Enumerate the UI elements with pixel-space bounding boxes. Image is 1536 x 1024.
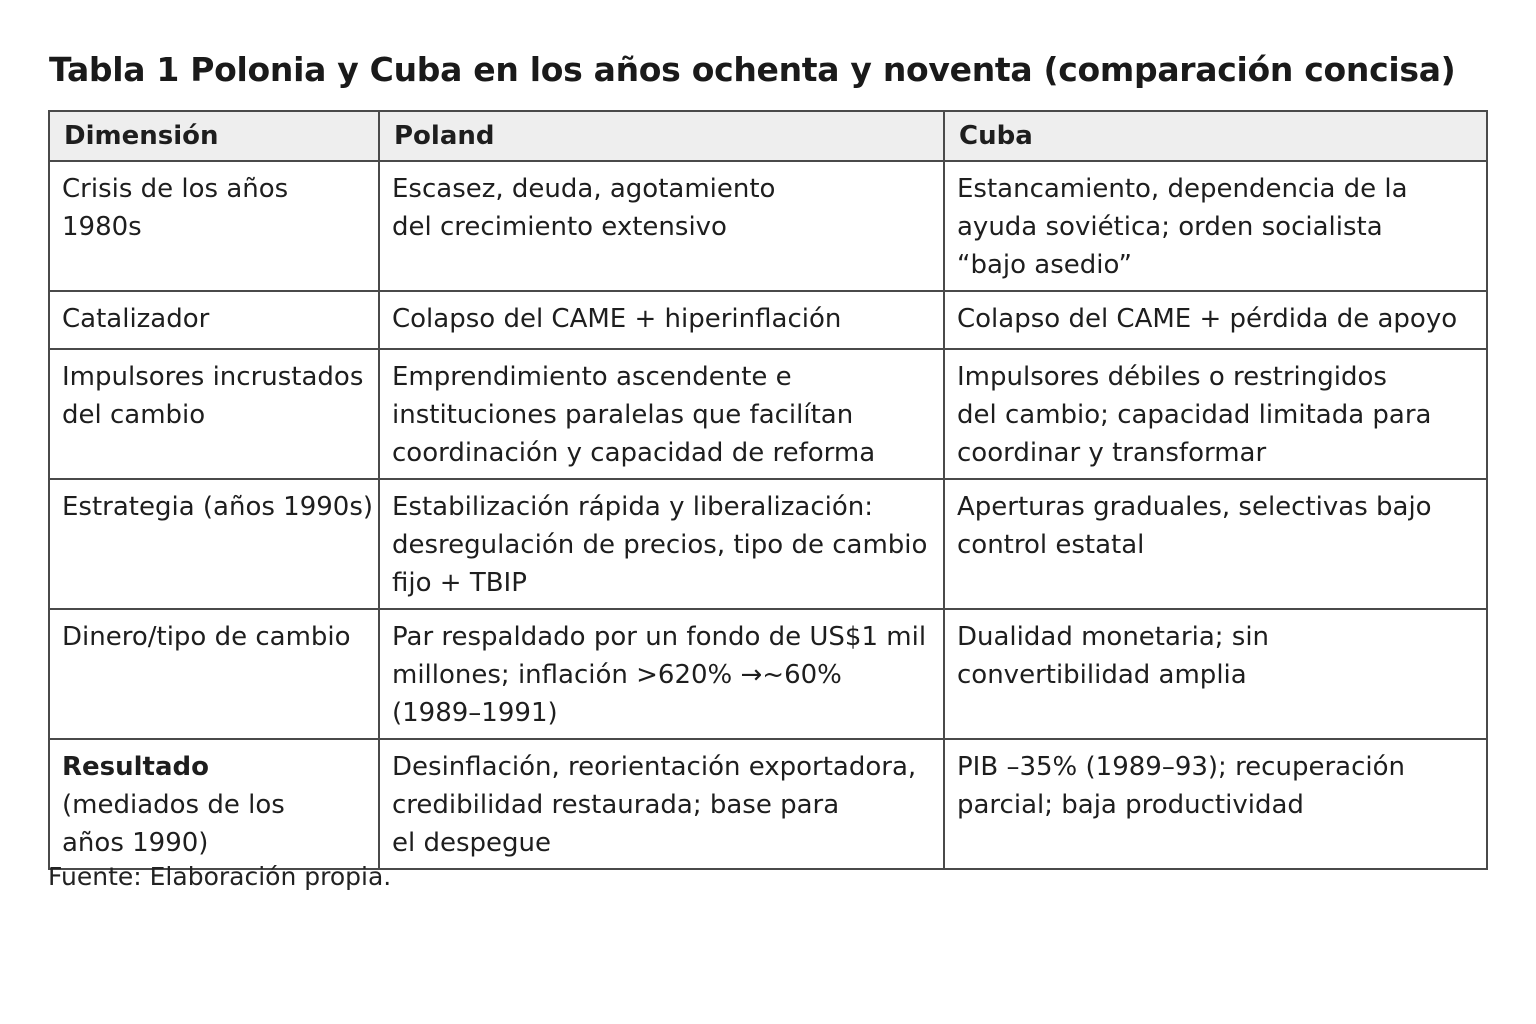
header-cuba: Cuba	[944, 111, 1487, 161]
cell-text: fijo + TBIP	[392, 568, 527, 598]
comparison-table	[48, 110, 1488, 870]
cell-cuba	[944, 479, 1487, 609]
cell-text: coordinar y transformar	[957, 438, 1267, 468]
cell-text: Desinflación, reorientación exportadora,	[392, 752, 917, 782]
table-row	[49, 609, 1487, 739]
cell-cuba	[944, 291, 1487, 349]
cell-text: Estrategia (años 1990s)	[62, 492, 374, 522]
cell-text: instituciones paralelas que facilítan	[392, 400, 854, 430]
cell-dimension	[49, 609, 379, 739]
cell-poland	[379, 609, 944, 739]
header-row	[49, 111, 1487, 161]
cell-text: Colapso del CAME + hiperinflación	[392, 304, 842, 334]
cell-dimension	[49, 291, 379, 349]
table-row	[49, 349, 1487, 479]
cell-dimension	[49, 161, 379, 291]
cell-poland	[379, 291, 944, 349]
cell-text: el despegue	[392, 828, 552, 858]
cell-text-bold: Resultado	[62, 752, 209, 782]
cell-poland	[379, 349, 944, 479]
cell-poland	[379, 739, 944, 869]
cell-text: Impulsores incrustados	[62, 362, 364, 392]
cell-text: años 1990)	[62, 828, 209, 858]
cell-text: PIB –35% (1989–93); recuperación	[957, 752, 1405, 782]
cell-text: Dualidad monetaria; sin	[957, 622, 1270, 652]
cell-text: Crisis de los años	[62, 174, 289, 204]
cell-text: Colapso del CAME + pérdida de apoyo	[957, 304, 1458, 334]
cell-text: parcial; baja productividad	[957, 790, 1304, 820]
cell-text: Dinero/tipo de cambio	[62, 622, 351, 652]
table-row	[49, 161, 1487, 291]
cell-poland	[379, 161, 944, 291]
table-title: Tabla 1 Polonia y Cuba en los años ochenta y noventa (comparación concisa)	[49, 50, 1456, 89]
cell-text: credibilidad restaurada; base para	[392, 790, 840, 820]
cell-cuba	[944, 609, 1487, 739]
cell-text: control estatal	[957, 530, 1145, 560]
cell-text: del crecimiento extensivo	[392, 212, 727, 242]
cell-text: “bajo asedio”	[957, 250, 1132, 280]
cell-dimension	[49, 739, 379, 869]
cell-text: 1980s	[62, 212, 142, 242]
source-note: Fuente: Elaboración propia.	[48, 862, 392, 891]
cell-text: Par respaldado por un fondo de US$1 mil	[392, 622, 927, 652]
cell-text: Aperturas graduales, selectivas bajo	[957, 492, 1432, 522]
cell-text: (mediados de los	[62, 790, 285, 820]
cell-text: millones; inflación >620% →~60%	[392, 660, 842, 690]
table-row	[49, 291, 1487, 349]
cell-text: Estancamiento, dependencia de la	[957, 174, 1408, 204]
cell-text: (1989–1991)	[392, 698, 558, 728]
table-row	[49, 479, 1487, 609]
cell-cuba	[944, 349, 1487, 479]
cell-text: del cambio; capacidad limitada para	[957, 400, 1432, 430]
cell-text: convertibilidad amplia	[957, 660, 1247, 690]
table-row	[49, 739, 1487, 869]
cell-text: del cambio	[62, 400, 206, 430]
cell-poland	[379, 479, 944, 609]
header-poland: Poland	[379, 111, 944, 161]
cell-text: Impulsores débiles o restringidos	[957, 362, 1387, 392]
cell-text: coordinación y capacidad de reforma	[392, 438, 876, 468]
cell-text: desregulación de precios, tipo de cambio	[392, 530, 928, 560]
cell-text: Emprendimiento ascendente e	[392, 362, 792, 392]
cell-dimension	[49, 349, 379, 479]
cell-text: Estabilización rápida y liberalización:	[392, 492, 873, 522]
cell-cuba	[944, 161, 1487, 291]
cell-cuba	[944, 739, 1487, 869]
header-dimension: Dimensión	[49, 111, 379, 161]
cell-text: Escasez, deuda, agotamiento	[392, 174, 776, 204]
cell-text: ayuda soviética; orden socialista	[957, 212, 1383, 242]
cell-text: Catalizador	[62, 304, 210, 334]
cell-dimension	[49, 479, 379, 609]
